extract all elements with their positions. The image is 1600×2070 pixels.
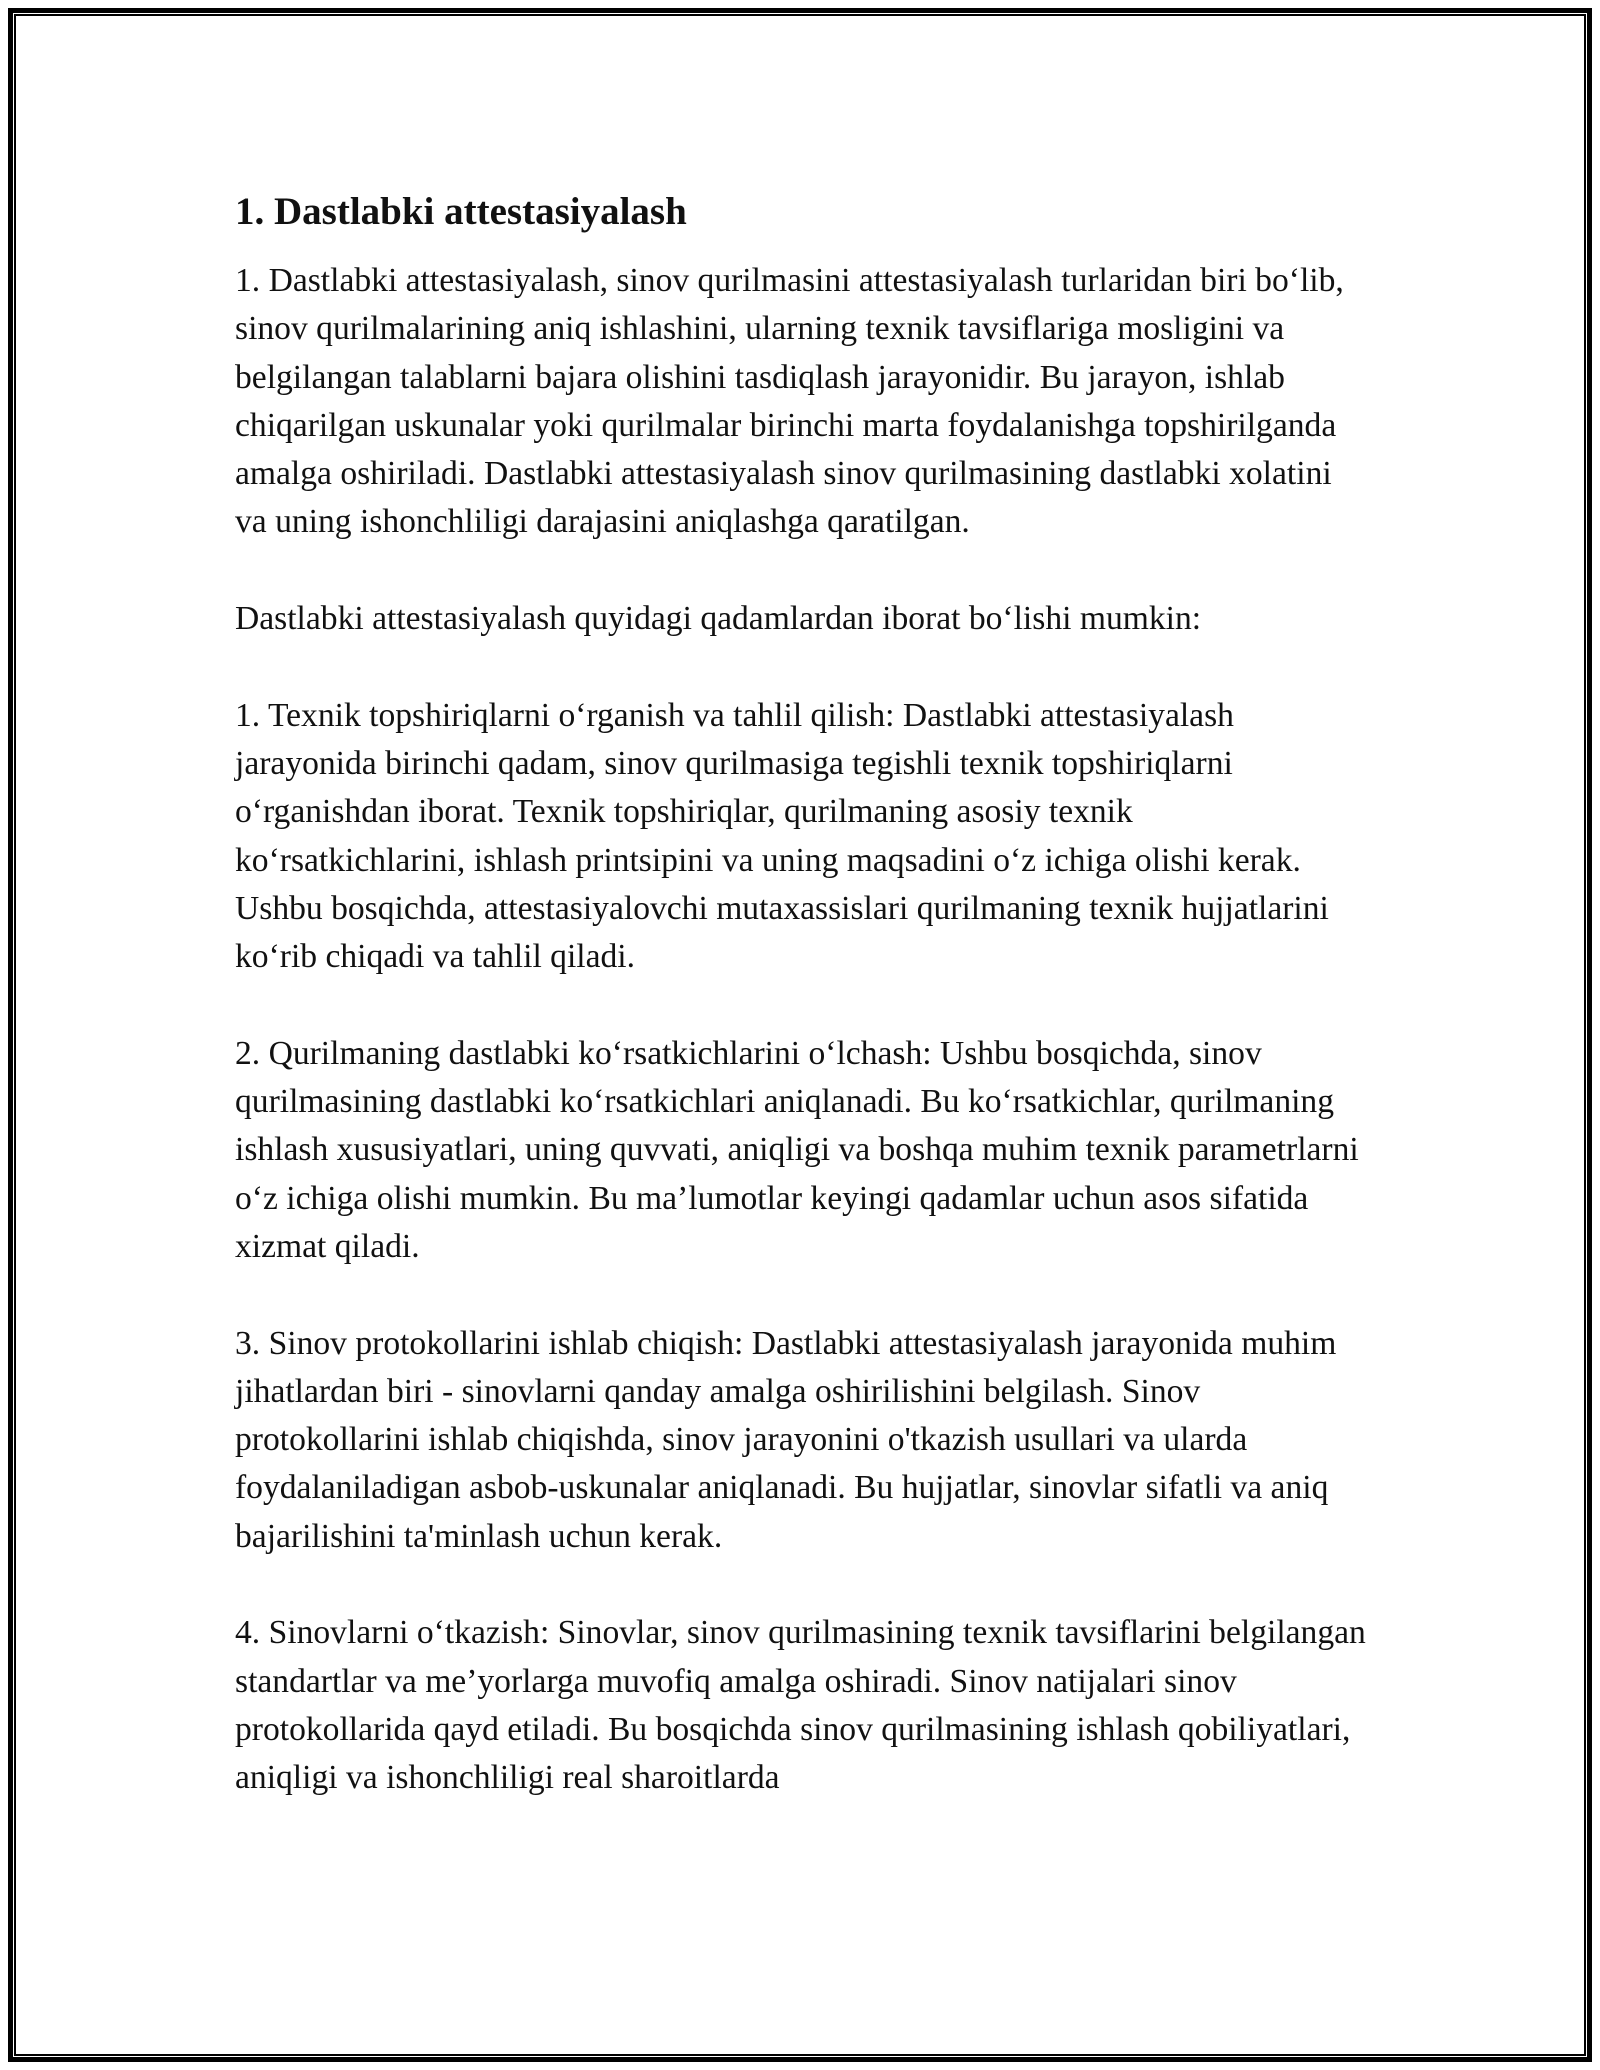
step-2-paragraph: 2. Qurilmaning dastlabki ko‘rsatkichlarini o‘lchash: Ushbu bosqichda, sinov qurilmasining dastlabki ko‘rsatkichlari aniqlanadi. Bu ko‘rsatkichlar, qurilmaning ishlash xususiyatlari, uning quvvati, aniqligi va boshqa muhim texnik parametrlarni o‘z ichiga olishi mumkin. Bu ma’lumotlar keyingi qadamlar uchun asos sifatida xizmat qiladi.	[235, 1034, 1359, 1265]
section-heading: 1. Dastlabki attestasiyalash	[235, 190, 687, 233]
document-body	[235, 185, 1370, 1803]
step-4-paragraph: 4. Sinovlarni o‘tkazish: Sinovlar, sinov qurilmasining texnik tavsiflarini belgilangan standartlar va me’yorlarga muvofiq amalga oshiradi. Sinov natijalari sinov protokollarida qayd etiladi. Bu bosqichda sinov qurilmasining ishlash qobiliyatlari, aniqligi va ishonchliligi real sharoitlarda	[235, 1614, 1366, 1797]
step-3-paragraph: 3. Sinov protokollarini ishlab chiqish: Dastlabki attestasiyalash jarayonida muhim jihatlardan biri - sinovlarni qanday amalga oshirilishini belgilash. Sinov protokollarini ishlab chiqishda, sinov jarayonini o'tkazish usullari va ularda foydalaniladigan asbob-uskunalar aniqlanadi. Bu hujjatlar, sinovlar sifatli va aniq bajarilishini ta'minlash uchun kerak.	[235, 1324, 1337, 1555]
step-1-paragraph: 1. Texnik topshiriqlarni o‘rganish va tahlil qilish: Dastlabki attestasiyalash jarayonida birinchi qadam, sinov qurilmasiga tegishli texnik topshiriqlarni o‘rganishdan iborat. Texnik topshiriqlar, qurilmaning asosiy texnik ko‘rsatkichlarini, ishlash printsipini va uning maqsadini o‘z ichiga olishi kerak. Ushbu bosqichda, attestasiyalovchi mutaxassislari qurilmaning texnik hujjatlarini ko‘rib chiqadi va tahlil qiladi.	[235, 696, 1329, 976]
intro-paragraph: 1. Dastlabki attestasiyalash, sinov qurilmasini attestasiyalash turlaridan biri bo‘lib, sinov qurilmalarining aniq ishlashini, ularning texnik tavsiflariga mosligini va belgilangan talablarni bajara olishini tasdiqlash jarayonidir. Bu jarayon, ishlab chiqarilgan uskunalar yoki qurilmalar birinchi marta foydalanishga topshirilganda amalga oshiriladi. Dastlabki attestasiyalash sinov qurilmasining dastlabki xolatini va uning ishonchliligi darajasini aniqlashga qaratilgan.	[235, 262, 1344, 541]
steps-lead-in: Dastlabki attestasiyalash quyidagi qadamlardan iborat bo‘lishi mumkin:	[235, 600, 1202, 638]
